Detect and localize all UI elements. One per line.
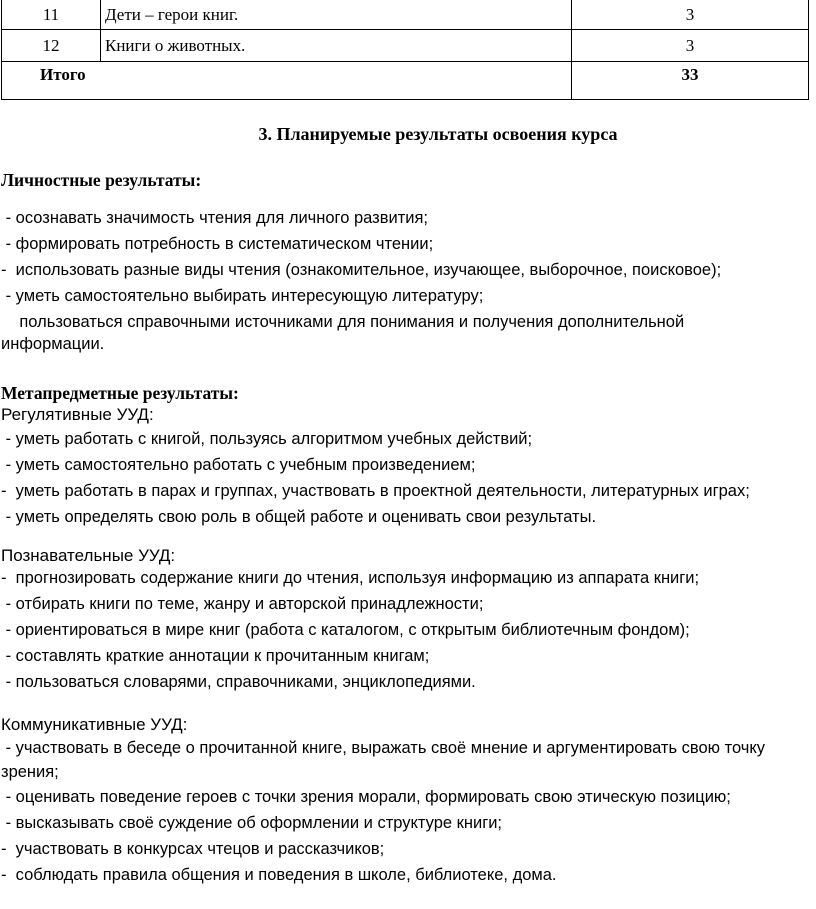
personal-heading: Личностные результаты:: [1, 170, 202, 190]
meta-heading: Метапредметные результаты:: [1, 383, 239, 403]
row-number: 12: [2, 30, 101, 62]
row-number: 11: [2, 0, 101, 30]
list-item: - прогнозировать содержание книги до чтения, используя информацию из аппарата книги;: [1, 569, 700, 587]
list-item: - участвовать в беседе о прочитанной книге, выражать своё мнение и аргументировать свою точку зрения;: [1, 739, 770, 781]
list-item: - пользоваться словарями, справочниками, энциклопедиями.: [1, 673, 476, 691]
list-item: - уметь самостоятельно работать с учебным произведением;: [1, 456, 476, 474]
meta-results: [1, 380, 815, 530]
list-item: - оценивать поведение героев с точки зрения морали, формировать свою этическую позицию;: [1, 788, 731, 806]
list-item: - ориентироваться в мире книг (работа с каталогом, с открытым библиотечным фондом);: [1, 621, 690, 639]
communicative-results: [1, 712, 815, 888]
row-topic: Дети – герои книг.: [101, 0, 572, 30]
list-item: - формировать потребность в систематическом чтении;: [1, 235, 434, 253]
personal-results: [1, 167, 815, 355]
cognitive-title: Познавательные УУД:: [1, 546, 176, 565]
list-item: - отбирать книги по теме, жанру и авторской принадлежности;: [1, 595, 484, 613]
list-item: - использовать разные виды чтения (ознакомительное, изучающее, выборочное, поисковое);: [1, 261, 722, 279]
row-hours: 3: [572, 0, 809, 30]
list-item: - составлять краткие аннотации к прочитанным книгам;: [1, 647, 430, 665]
list-item: - уметь работать с книгой, пользуясь алгоритмом учебных действий;: [1, 430, 533, 448]
cognitive-results: [1, 543, 815, 695]
row-topic: Книги о животных.: [101, 30, 572, 62]
topics-table: [1, 0, 809, 100]
list-item: - участвовать в конкурсах чтецов и рассказчиков;: [1, 840, 385, 858]
table-row: [2, 30, 809, 62]
section-title: 3. Планируемые результаты освоения курса: [258, 124, 618, 144]
list-item: - уметь самостоятельно выбирать интересующую литературу;: [1, 287, 484, 305]
list-item: пользоваться справочными источниками для понимания и получения дополнительной информации.: [1, 313, 689, 353]
regulatory-title: Регулятивные УУД:: [1, 405, 154, 424]
list-item: - осознавать значимость чтения для личного развития;: [1, 209, 428, 227]
list-item: - уметь определять свою роль в общей работе и оценивать свои результаты.: [1, 508, 597, 526]
row-hours: 3: [572, 30, 809, 62]
total-row: [2, 62, 809, 100]
table-row: [2, 0, 809, 30]
total-value: 33: [572, 62, 809, 100]
communicative-title: Коммуникативные УУД:: [1, 715, 188, 734]
list-item: - соблюдать правила общения и поведения в школе, библиотеке, дома.: [1, 866, 557, 884]
list-item: - высказывать своё суждение об оформлении и структуре книги;: [1, 814, 503, 832]
list-item: - уметь работать в парах и группах, участвовать в проектной деятельности, литературных играх;: [1, 482, 750, 500]
total-label: Итого: [2, 62, 572, 100]
